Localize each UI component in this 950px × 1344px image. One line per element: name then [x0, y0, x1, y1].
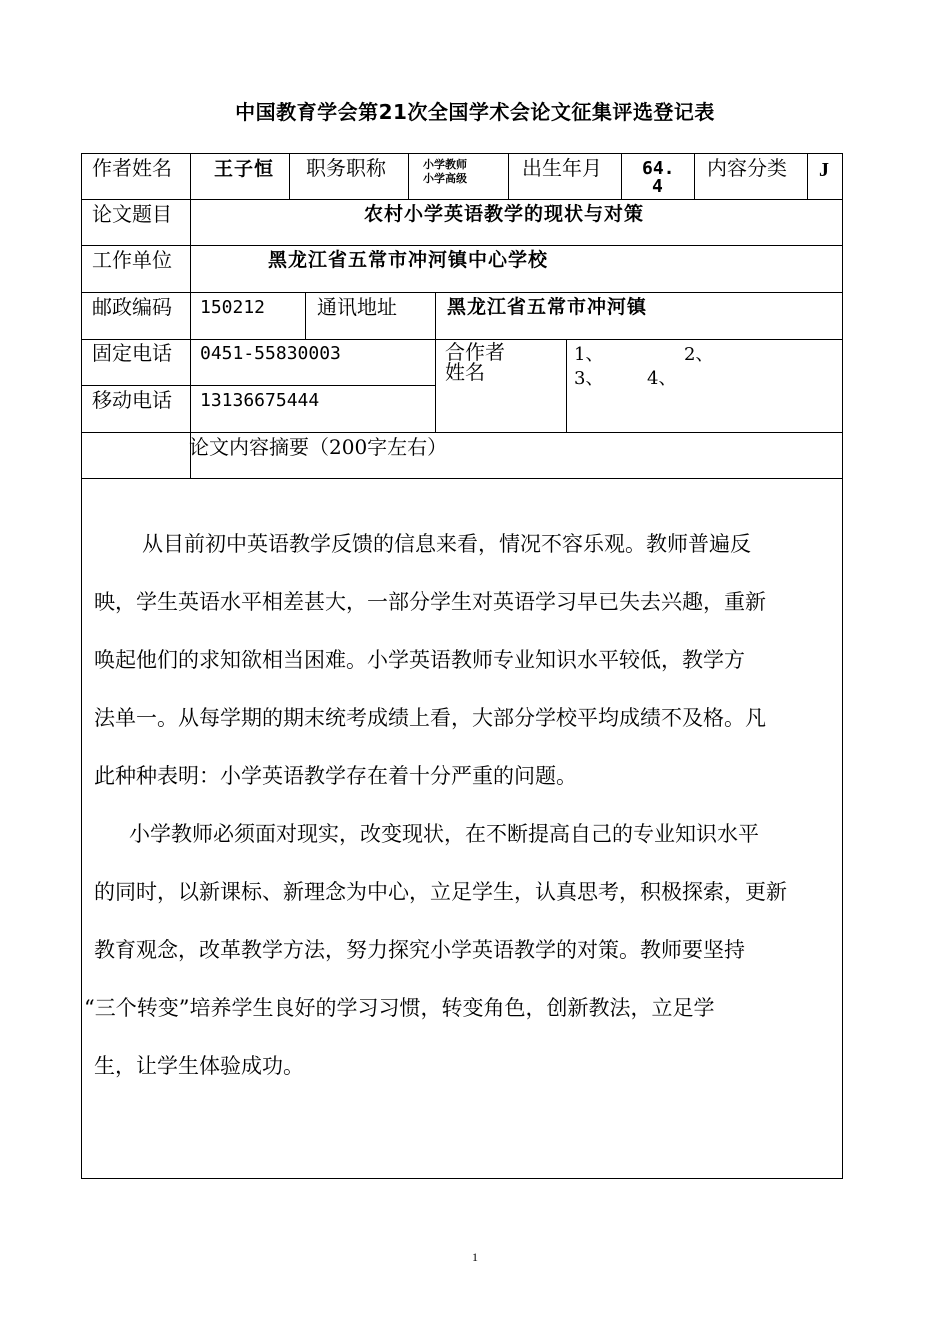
work-unit-value: 黑龙江省五常市冲河镇中心学校: [268, 249, 549, 271]
page-number: 1: [472, 1250, 478, 1264]
abstract-line: 教育观念，改革教学方法，努力探究小学英语教学的对策。教师要坚持: [94, 938, 745, 962]
birth-date-value-line2: 4: [652, 176, 663, 197]
address-value: 黑龙江省五常市冲河镇: [447, 296, 648, 318]
birth-date-label: 出生年月: [522, 156, 602, 180]
postal-code-label: 邮政编码: [92, 295, 172, 319]
abstract-line: 的同时，以新课标、新理念为中心，立足学生，认真思考，积极探索，更新: [94, 880, 787, 904]
coauthor-slot-4: 4、: [647, 368, 677, 389]
abstract-heading: 论文内容摘要（200字左右）: [189, 435, 448, 459]
content-category-label: 内容分类: [707, 156, 787, 180]
birth-date-value-line1: 64.: [642, 158, 675, 179]
thesis-title-value: 农村小学英语教学的现状与对策: [364, 203, 645, 225]
address-label: 通讯地址: [317, 295, 397, 319]
abstract-line: 此种种表明：小学英语教学存在着十分严重的问题。: [94, 764, 577, 788]
abstract-line: 唤起他们的求知欲相当困难。小学英语教师专业知识水平较低，教学方: [94, 648, 745, 672]
position-value-line1: 小学教师: [423, 158, 467, 171]
landline-value: 0451-55830003: [200, 343, 341, 364]
coauthor-slot-1: 1、: [574, 344, 604, 365]
abstract-line: 从目前初中英语教学反馈的信息来看，情况不容乐观。教师普遍反: [142, 532, 751, 556]
position-value-line2: 小学高级: [423, 172, 467, 185]
abstract-line: “三个转变”培养学生良好的学习习惯，转变角色，创新教法，立足学: [84, 996, 715, 1020]
author-name-label: 作者姓名: [92, 156, 172, 180]
registration-form-table: [81, 153, 843, 1179]
landline-label: 固定电话: [92, 341, 172, 365]
mobile-label: 移动电话: [92, 388, 172, 412]
abstract-line: 法单一。从每学期的期末统考成绩上看，大部分学校平均成绩不及格。凡: [94, 706, 766, 730]
coauthor-slot-2: 2、: [684, 344, 714, 365]
abstract-line: 生，让学生体验成功。: [94, 1054, 304, 1078]
page-title: 中国教育学会第21次全国学术会论文征集评选登记表: [235, 100, 715, 124]
abstract-line: 小学教师必须面对现实，改变现状，在不断提高自己的专业知识水平: [129, 822, 759, 846]
thesis-title-label: 论文题目: [92, 202, 172, 226]
coauthor-label-line2: 姓名: [445, 360, 485, 384]
work-unit-label: 工作单位: [92, 248, 172, 272]
postal-code-value: 150212: [200, 297, 266, 318]
coauthor-slot-3: 3、: [574, 368, 604, 389]
content-category-value: J: [819, 159, 829, 181]
coauthor-label-line1: 合作者: [445, 340, 505, 364]
abstract-line: 映，学生英语水平相差甚大，一部分学生对英语学习早已失去兴趣，重新: [94, 590, 766, 614]
author-name-value: 王子恒: [214, 158, 275, 180]
position-label: 职务职称: [306, 156, 386, 180]
mobile-value: 13136675444: [200, 390, 320, 411]
